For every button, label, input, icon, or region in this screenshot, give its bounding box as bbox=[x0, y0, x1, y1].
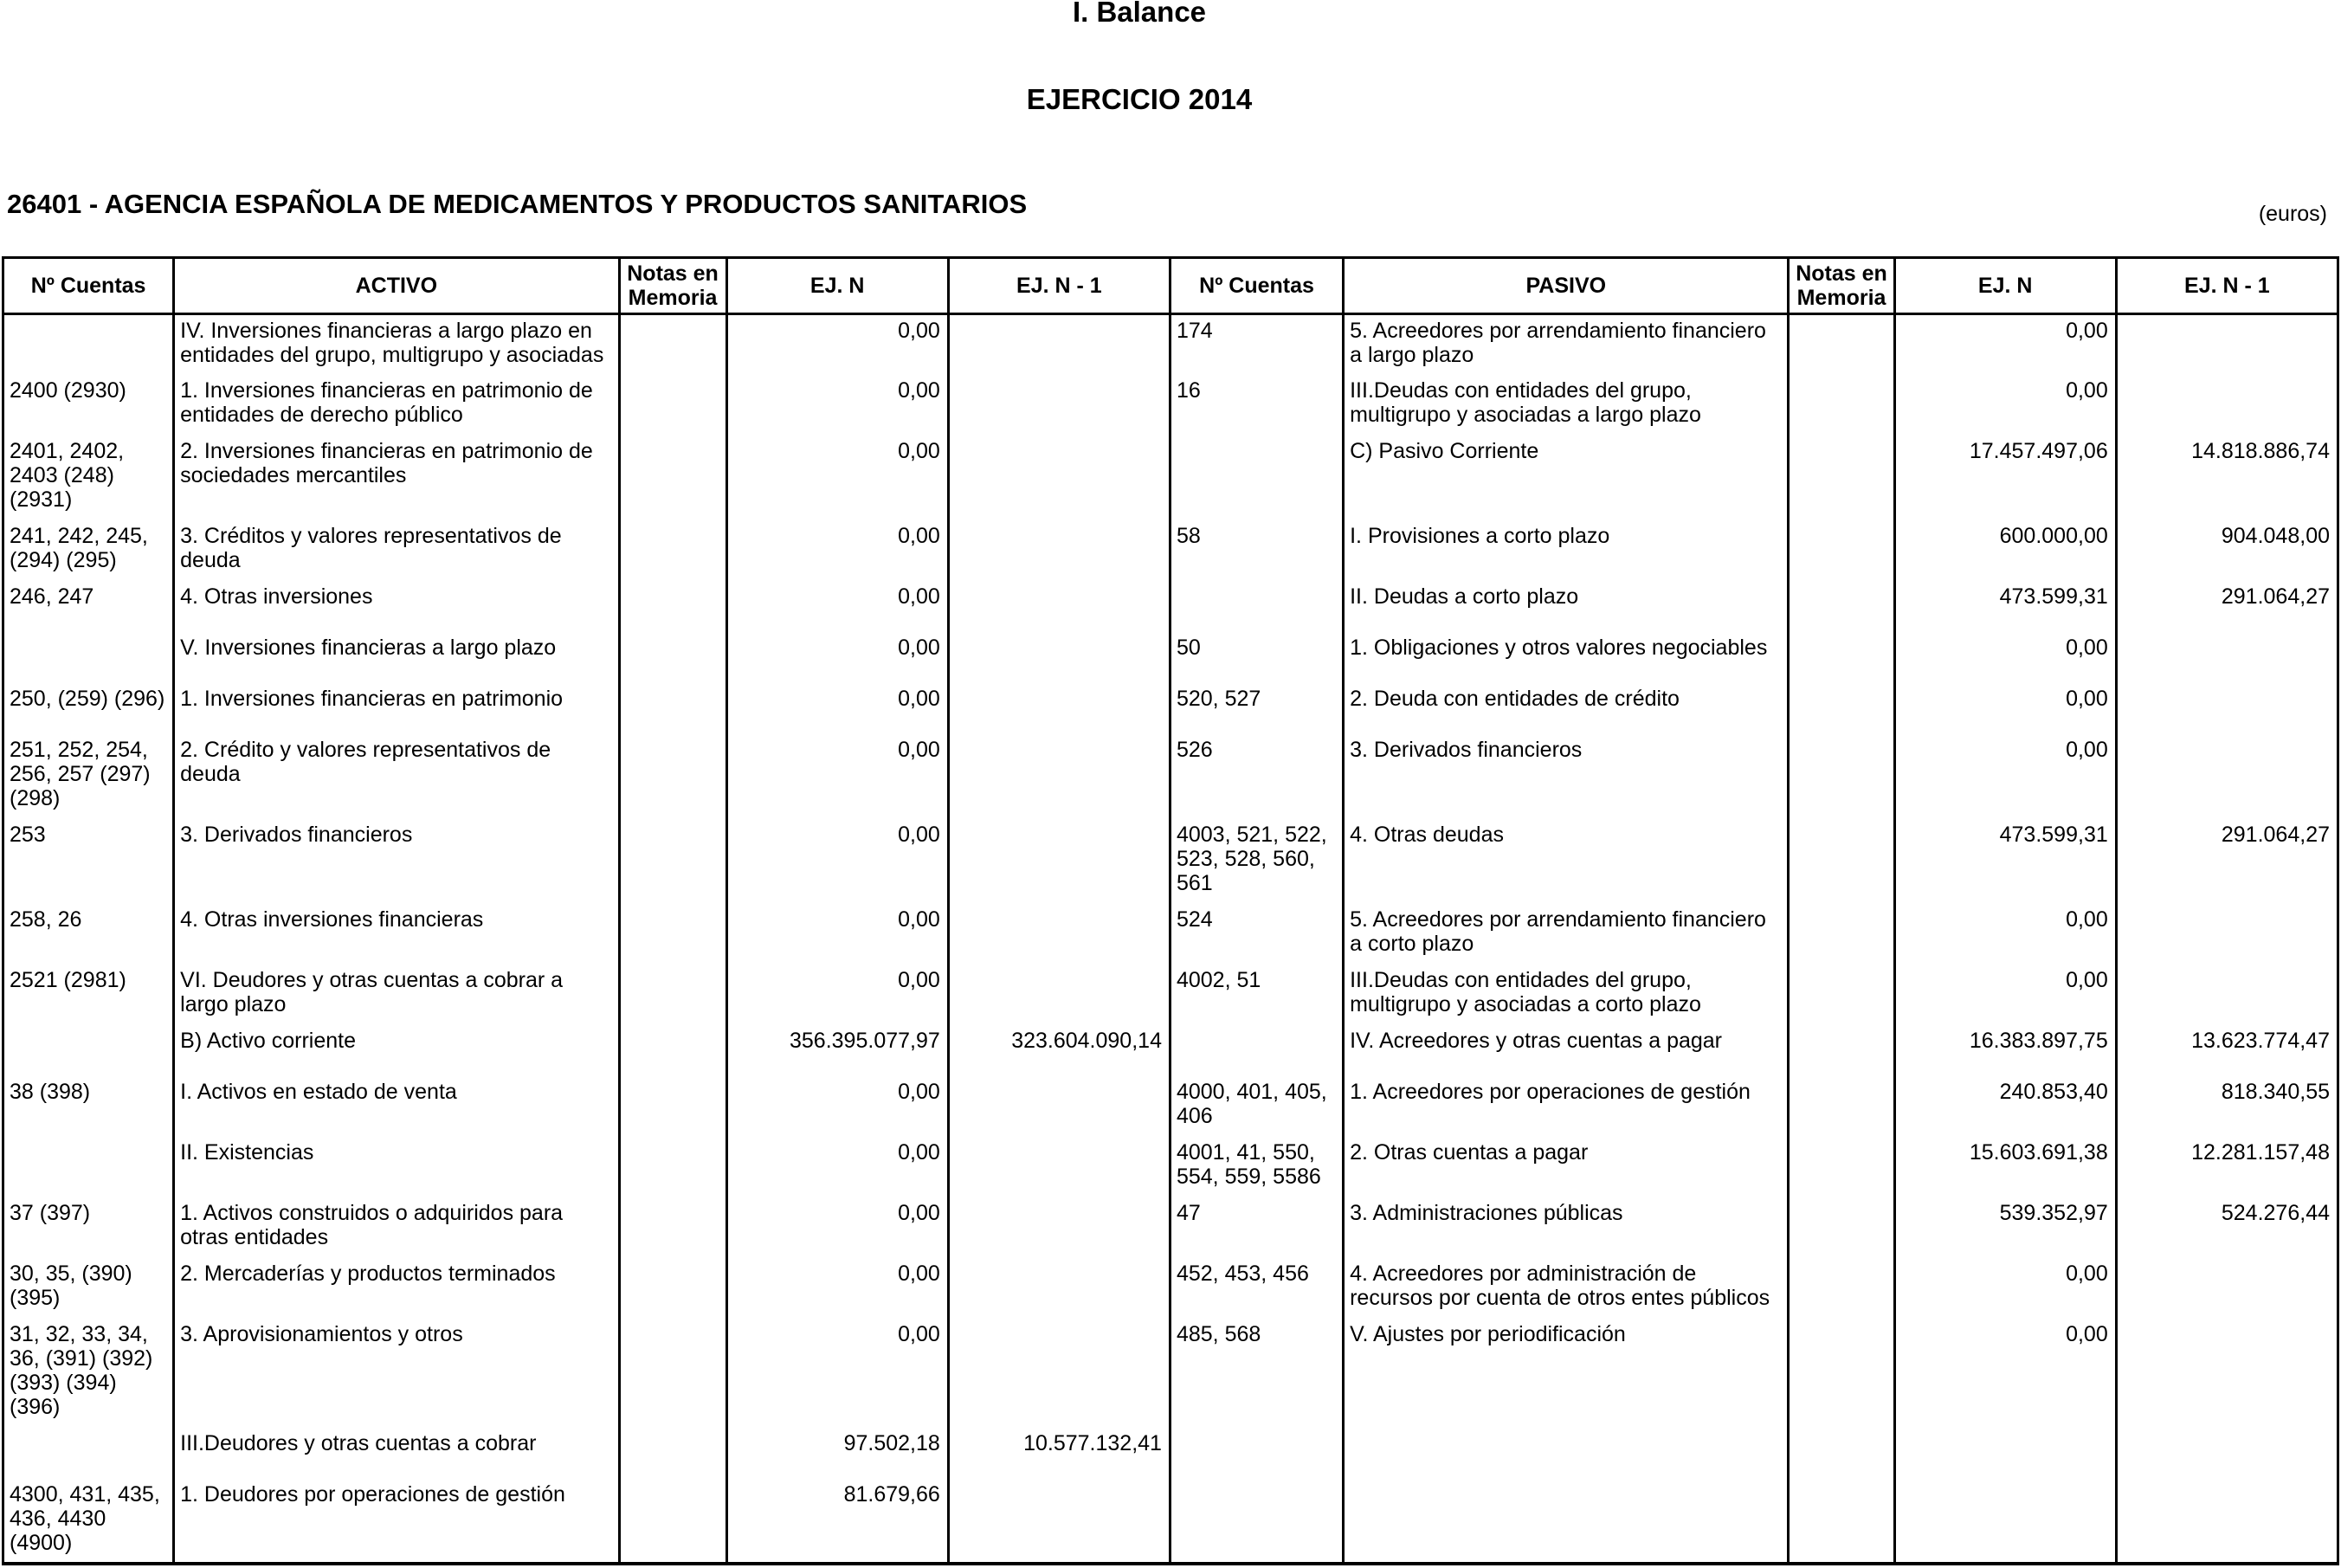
notas-activo-cell bbox=[619, 965, 726, 1025]
notas-pasivo-cell bbox=[1789, 581, 1894, 632]
table-row bbox=[3, 904, 2338, 965]
pasivo-ej-n-cell: 0,00 bbox=[1894, 734, 2116, 819]
activo-concept-cell: III.Deudores y otras cuentas a cobrar bbox=[174, 1428, 619, 1479]
cuentas-activo-cell bbox=[3, 314, 174, 375]
activo-ej-n1-cell: 10.577.132,41 bbox=[948, 1428, 1170, 1479]
activo-concept-cell: 4. Otras inversiones bbox=[174, 581, 619, 632]
cuentas-pasivo-cell: 47 bbox=[1170, 1197, 1343, 1258]
pasivo-ej-n1-cell: 13.623.774,47 bbox=[2116, 1025, 2338, 1076]
pasivo-concept-cell: 3. Administraciones públicas bbox=[1344, 1197, 1789, 1258]
activo-concept-cell: 1. Inversiones financieras en patrimonio bbox=[174, 683, 619, 734]
header-activo: ACTIVO bbox=[174, 258, 619, 314]
activo-concept-cell: V. Inversiones financieras a largo plazo bbox=[174, 632, 619, 683]
table-row bbox=[3, 1319, 2338, 1428]
activo-concept-cell: 3. Aprovisionamientos y otros bbox=[174, 1319, 619, 1428]
cuentas-activo-cell: 251, 252, 254, 256, 257 (297) (298) bbox=[3, 734, 174, 819]
table-row bbox=[3, 375, 2338, 436]
cuentas-activo-cell: 241, 242, 245, (294) (295) bbox=[3, 520, 174, 581]
cuentas-pasivo-cell bbox=[1170, 1479, 1343, 1564]
table-row bbox=[3, 965, 2338, 1025]
activo-concept-cell: 4. Otras inversiones financieras bbox=[174, 904, 619, 965]
table-row bbox=[3, 734, 2338, 819]
pasivo-concept-cell: 3. Derivados financieros bbox=[1344, 734, 1789, 819]
notas-activo-cell bbox=[619, 1025, 726, 1076]
notas-pasivo-cell bbox=[1789, 904, 1894, 965]
cuentas-activo-cell: 246, 247 bbox=[3, 581, 174, 632]
cuentas-pasivo-cell: 485, 568 bbox=[1170, 1319, 1343, 1428]
header-notas-activo: Notas en Memoria bbox=[619, 258, 726, 314]
activo-concept-cell: 1. Inversiones financieras en patrimonio de entidades de derecho público bbox=[174, 375, 619, 436]
cuentas-pasivo-cell: 4000, 401, 405, 406 bbox=[1170, 1076, 1343, 1137]
pasivo-ej-n1-cell bbox=[2116, 965, 2338, 1025]
header-ej-n1-activo: EJ. N - 1 bbox=[948, 258, 1170, 314]
header-cuentas-activo: Nº Cuentas bbox=[3, 258, 174, 314]
notas-activo-cell bbox=[619, 1479, 726, 1564]
activo-ej-n1-cell bbox=[948, 1479, 1170, 1564]
cuentas-activo-cell: 253 bbox=[3, 819, 174, 904]
header-cuentas-pasivo: Nº Cuentas bbox=[1170, 258, 1343, 314]
notas-activo-cell bbox=[619, 314, 726, 375]
notas-activo-cell bbox=[619, 375, 726, 436]
activo-ej-n-cell: 0,00 bbox=[726, 1258, 948, 1319]
table-row bbox=[3, 581, 2338, 632]
cuentas-activo-cell bbox=[3, 632, 174, 683]
pasivo-ej-n-cell bbox=[1894, 1479, 2116, 1564]
activo-ej-n-cell: 0,00 bbox=[726, 314, 948, 375]
cuentas-pasivo-cell bbox=[1170, 1428, 1343, 1479]
table-row bbox=[3, 314, 2338, 375]
activo-concept-cell: II. Existencias bbox=[174, 1137, 619, 1197]
activo-ej-n-cell: 0,00 bbox=[726, 1319, 948, 1428]
pasivo-ej-n1-cell: 904.048,00 bbox=[2116, 520, 2338, 581]
cuentas-activo-cell bbox=[3, 1137, 174, 1197]
cuentas-activo-cell: 30, 35, (390) (395) bbox=[3, 1258, 174, 1319]
pasivo-ej-n-cell: 15.603.691,38 bbox=[1894, 1137, 2116, 1197]
activo-ej-n1-cell bbox=[948, 1319, 1170, 1428]
activo-concept-cell: VI. Deudores y otras cuentas a cobrar a largo plazo bbox=[174, 965, 619, 1025]
activo-ej-n1-cell bbox=[948, 314, 1170, 375]
pasivo-ej-n1-cell bbox=[2116, 632, 2338, 683]
cuentas-pasivo-cell: 526 bbox=[1170, 734, 1343, 819]
notas-pasivo-cell bbox=[1789, 520, 1894, 581]
pasivo-concept-cell: 2. Deuda con entidades de crédito bbox=[1344, 683, 1789, 734]
notas-pasivo-cell bbox=[1789, 819, 1894, 904]
pasivo-ej-n-cell: 539.352,97 bbox=[1894, 1197, 2116, 1258]
pasivo-concept-cell: C) Pasivo Corriente bbox=[1344, 436, 1789, 520]
pasivo-ej-n1-cell: 524.276,44 bbox=[2116, 1197, 2338, 1258]
cuentas-pasivo-cell bbox=[1170, 581, 1343, 632]
activo-ej-n1-cell bbox=[948, 632, 1170, 683]
notas-activo-cell bbox=[619, 436, 726, 520]
notas-pasivo-cell bbox=[1789, 734, 1894, 819]
pasivo-concept-cell bbox=[1344, 1428, 1789, 1479]
activo-concept-cell: 2. Mercaderías y productos terminados bbox=[174, 1258, 619, 1319]
pasivo-concept-cell: V. Ajustes por periodificación bbox=[1344, 1319, 1789, 1428]
activo-ej-n1-cell bbox=[948, 520, 1170, 581]
pasivo-ej-n-cell: 0,00 bbox=[1894, 314, 2116, 375]
activo-ej-n1-cell: 323.604.090,14 bbox=[948, 1025, 1170, 1076]
pasivo-ej-n1-cell bbox=[2116, 904, 2338, 965]
pasivo-concept-cell: 1. Obligaciones y otros valores negociables bbox=[1344, 632, 1789, 683]
pasivo-concept-cell: 1. Acreedores por operaciones de gestión bbox=[1344, 1076, 1789, 1137]
pasivo-ej-n-cell: 0,00 bbox=[1894, 965, 2116, 1025]
activo-ej-n-cell: 0,00 bbox=[726, 1197, 948, 1258]
table-row bbox=[3, 1197, 2338, 1258]
notas-activo-cell bbox=[619, 683, 726, 734]
notas-pasivo-cell bbox=[1789, 1076, 1894, 1137]
pasivo-ej-n-cell: 0,00 bbox=[1894, 1258, 2116, 1319]
notas-pasivo-cell bbox=[1789, 1025, 1894, 1076]
notas-pasivo-cell bbox=[1789, 1258, 1894, 1319]
pasivo-ej-n-cell: 0,00 bbox=[1894, 632, 2116, 683]
cuentas-pasivo-cell: 452, 453, 456 bbox=[1170, 1258, 1343, 1319]
header-pasivo: PASIVO bbox=[1344, 258, 1789, 314]
pasivo-concept-cell: IV. Acreedores y otras cuentas a pagar bbox=[1344, 1025, 1789, 1076]
notas-activo-cell bbox=[619, 1319, 726, 1428]
cuentas-activo-cell: 38 (398) bbox=[3, 1076, 174, 1137]
pasivo-ej-n-cell: 0,00 bbox=[1894, 375, 2116, 436]
activo-ej-n-cell: 0,00 bbox=[726, 819, 948, 904]
pasivo-ej-n1-cell: 291.064,27 bbox=[2116, 581, 2338, 632]
pasivo-concept-cell: II. Deudas a corto plazo bbox=[1344, 581, 1789, 632]
pasivo-ej-n-cell: 0,00 bbox=[1894, 904, 2116, 965]
cuentas-pasivo-cell: 50 bbox=[1170, 632, 1343, 683]
header-ej-n1-pasivo: EJ. N - 1 bbox=[2116, 258, 2338, 314]
notas-activo-cell bbox=[619, 819, 726, 904]
activo-ej-n-cell: 0,00 bbox=[726, 965, 948, 1025]
table-row bbox=[3, 683, 2338, 734]
table-row bbox=[3, 520, 2338, 581]
pasivo-concept-cell: I. Provisiones a corto plazo bbox=[1344, 520, 1789, 581]
activo-concept-cell: B) Activo corriente bbox=[174, 1025, 619, 1076]
notas-pasivo-cell bbox=[1789, 683, 1894, 734]
activo-ej-n-cell: 0,00 bbox=[726, 581, 948, 632]
activo-concept-cell: 3. Derivados financieros bbox=[174, 819, 619, 904]
cuentas-activo-cell: 258, 26 bbox=[3, 904, 174, 965]
cuentas-activo-cell: 2521 (2981) bbox=[3, 965, 174, 1025]
notas-pasivo-cell bbox=[1789, 314, 1894, 375]
activo-ej-n-cell: 0,00 bbox=[726, 1137, 948, 1197]
notas-pasivo-cell bbox=[1789, 1479, 1894, 1564]
activo-ej-n-cell: 0,00 bbox=[726, 436, 948, 520]
header-ej-n-pasivo: EJ. N bbox=[1894, 258, 2116, 314]
pasivo-ej-n1-cell: 12.281.157,48 bbox=[2116, 1137, 2338, 1197]
activo-ej-n1-cell bbox=[948, 1197, 1170, 1258]
cuentas-activo-cell: 2401, 2402, 2403 (248) (2931) bbox=[3, 436, 174, 520]
pasivo-ej-n-cell bbox=[1894, 1428, 2116, 1479]
pasivo-concept-cell: III.Deudas con entidades del grupo, multigrupo y asociadas a largo plazo bbox=[1344, 375, 1789, 436]
cuentas-activo-cell: 250, (259) (296) bbox=[3, 683, 174, 734]
cuentas-pasivo-cell: 16 bbox=[1170, 375, 1343, 436]
cuentas-pasivo-cell: 4002, 51 bbox=[1170, 965, 1343, 1025]
activo-concept-cell: I. Activos en estado de venta bbox=[174, 1076, 619, 1137]
pasivo-ej-n1-cell bbox=[2116, 314, 2338, 375]
pasivo-concept-cell: 4. Acreedores por administración de recursos por cuenta de otros entes públicos bbox=[1344, 1258, 1789, 1319]
notas-activo-cell bbox=[619, 520, 726, 581]
cuentas-pasivo-cell: 520, 527 bbox=[1170, 683, 1343, 734]
pasivo-ej-n1-cell bbox=[2116, 1479, 2338, 1564]
notas-pasivo-cell bbox=[1789, 1319, 1894, 1428]
activo-ej-n-cell: 0,00 bbox=[726, 520, 948, 581]
pasivo-ej-n-cell: 240.853,40 bbox=[1894, 1076, 2116, 1137]
activo-ej-n1-cell bbox=[948, 904, 1170, 965]
notas-activo-cell bbox=[619, 904, 726, 965]
year-heading: EJERCICIO 2014 bbox=[1026, 83, 1253, 115]
activo-ej-n1-cell bbox=[948, 683, 1170, 734]
table-row bbox=[3, 1076, 2338, 1137]
notas-activo-cell bbox=[619, 734, 726, 819]
notas-pasivo-cell bbox=[1789, 1428, 1894, 1479]
cuentas-pasivo-cell: 174 bbox=[1170, 314, 1343, 375]
cuentas-pasivo-cell: 524 bbox=[1170, 904, 1343, 965]
document-title: I. Balance bbox=[1072, 0, 1207, 28]
table-row bbox=[3, 819, 2338, 904]
notas-pasivo-cell bbox=[1789, 436, 1894, 520]
cuentas-activo-cell: 4300, 431, 435, 436, 4430 (4900) bbox=[3, 1479, 174, 1564]
pasivo-ej-n-cell: 600.000,00 bbox=[1894, 520, 2116, 581]
cuentas-activo-cell: 2400 (2930) bbox=[3, 375, 174, 436]
activo-concept-cell: 2. Inversiones financieras en patrimonio de sociedades mercantiles bbox=[174, 436, 619, 520]
activo-ej-n1-cell bbox=[948, 965, 1170, 1025]
notas-activo-cell bbox=[619, 1137, 726, 1197]
activo-ej-n1-cell bbox=[948, 1076, 1170, 1137]
notas-activo-cell bbox=[619, 1258, 726, 1319]
pasivo-ej-n-cell: 16.383.897,75 bbox=[1894, 1025, 2116, 1076]
activo-ej-n-cell: 0,00 bbox=[726, 904, 948, 965]
activo-concept-cell: IV. Inversiones financieras a largo plazo en entidades del grupo, multigrupo y asociadas bbox=[174, 314, 619, 375]
pasivo-ej-n1-cell bbox=[2116, 734, 2338, 819]
cuentas-activo-cell: 31, 32, 33, 34, 36, (391) (392) (393) (394) (396) bbox=[3, 1319, 174, 1428]
cuentas-pasivo-cell: 58 bbox=[1170, 520, 1343, 581]
activo-ej-n-cell: 356.395.077,97 bbox=[726, 1025, 948, 1076]
activo-ej-n-cell: 0,00 bbox=[726, 1076, 948, 1137]
units-label: (euros) bbox=[2258, 202, 2327, 226]
table-row bbox=[3, 1258, 2338, 1319]
cuentas-activo-cell: 37 (397) bbox=[3, 1197, 174, 1258]
activo-ej-n-cell: 0,00 bbox=[726, 734, 948, 819]
pasivo-ej-n-cell: 17.457.497,06 bbox=[1894, 436, 2116, 520]
pasivo-ej-n1-cell: 818.340,55 bbox=[2116, 1076, 2338, 1137]
activo-ej-n1-cell bbox=[948, 375, 1170, 436]
notas-activo-cell bbox=[619, 632, 726, 683]
notas-activo-cell bbox=[619, 581, 726, 632]
activo-ej-n1-cell bbox=[948, 819, 1170, 904]
pasivo-ej-n1-cell bbox=[2116, 1428, 2338, 1479]
notas-pasivo-cell bbox=[1789, 1137, 1894, 1197]
notas-activo-cell bbox=[619, 1428, 726, 1479]
pasivo-ej-n1-cell: 291.064,27 bbox=[2116, 819, 2338, 904]
pasivo-ej-n1-cell bbox=[2116, 1319, 2338, 1428]
header-notas-pasivo: Notas en Memoria bbox=[1789, 258, 1894, 314]
activo-concept-cell: 3. Créditos y valores representativos de deuda bbox=[174, 520, 619, 581]
table-row bbox=[3, 436, 2338, 520]
pasivo-ej-n1-cell bbox=[2116, 683, 2338, 734]
activo-ej-n1-cell bbox=[948, 581, 1170, 632]
activo-concept-cell: 1. Deudores por operaciones de gestión bbox=[174, 1479, 619, 1564]
activo-ej-n-cell: 81.679,66 bbox=[726, 1479, 948, 1564]
cuentas-pasivo-cell: 4001, 41, 550, 554, 559, 5586 bbox=[1170, 1137, 1343, 1197]
pasivo-concept-cell: III.Deudas con entidades del grupo, multigrupo y asociadas a corto plazo bbox=[1344, 965, 1789, 1025]
activo-ej-n1-cell bbox=[948, 734, 1170, 819]
notas-pasivo-cell bbox=[1789, 965, 1894, 1025]
pasivo-concept-cell: 5. Acreedores por arrendamiento financiero a largo plazo bbox=[1344, 314, 1789, 375]
pasivo-ej-n-cell: 473.599,31 bbox=[1894, 581, 2116, 632]
activo-ej-n1-cell bbox=[948, 1137, 1170, 1197]
activo-ej-n1-cell bbox=[948, 436, 1170, 520]
cuentas-activo-cell bbox=[3, 1025, 174, 1076]
table-row bbox=[3, 1479, 2338, 1564]
cuentas-pasivo-cell bbox=[1170, 1025, 1343, 1076]
table-row bbox=[3, 1025, 2338, 1076]
pasivo-concept-cell: 5. Acreedores por arrendamiento financiero a corto plazo bbox=[1344, 904, 1789, 965]
notas-pasivo-cell bbox=[1789, 1197, 1894, 1258]
table-row bbox=[3, 1428, 2338, 1479]
notas-activo-cell bbox=[619, 1197, 726, 1258]
activo-ej-n1-cell bbox=[948, 1258, 1170, 1319]
notas-activo-cell bbox=[619, 1076, 726, 1137]
balance-table bbox=[2, 256, 2339, 1565]
pasivo-concept-cell: 4. Otras deudas bbox=[1344, 819, 1789, 904]
activo-ej-n-cell: 0,00 bbox=[726, 375, 948, 436]
cuentas-activo-cell bbox=[3, 1428, 174, 1479]
pasivo-ej-n-cell: 0,00 bbox=[1894, 683, 2116, 734]
pasivo-ej-n-cell: 0,00 bbox=[1894, 1319, 2116, 1428]
header-row bbox=[3, 258, 2338, 314]
activo-concept-cell: 1. Activos construidos o adquiridos para otras entidades bbox=[174, 1197, 619, 1258]
notas-pasivo-cell bbox=[1789, 375, 1894, 436]
cuentas-pasivo-cell: 4003, 521, 522, 523, 528, 560, 561 bbox=[1170, 819, 1343, 904]
pasivo-ej-n1-cell: 14.818.886,74 bbox=[2116, 436, 2338, 520]
entity-name: 26401 - AGENCIA ESPAÑOLA DE MEDICAMENTOS Y PRODUCTOS SANITARIOS bbox=[7, 189, 1028, 219]
pasivo-concept-cell bbox=[1344, 1479, 1789, 1564]
cuentas-pasivo-cell bbox=[1170, 436, 1343, 520]
activo-ej-n-cell: 97.502,18 bbox=[726, 1428, 948, 1479]
notas-pasivo-cell bbox=[1789, 632, 1894, 683]
header-ej-n-activo: EJ. N bbox=[726, 258, 948, 314]
table-row bbox=[3, 1137, 2338, 1197]
table-row bbox=[3, 632, 2338, 683]
pasivo-ej-n1-cell bbox=[2116, 1258, 2338, 1319]
pasivo-concept-cell: 2. Otras cuentas a pagar bbox=[1344, 1137, 1789, 1197]
activo-ej-n-cell: 0,00 bbox=[726, 632, 948, 683]
activo-concept-cell: 2. Crédito y valores representativos de deuda bbox=[174, 734, 619, 819]
pasivo-ej-n-cell: 473.599,31 bbox=[1894, 819, 2116, 904]
pasivo-ej-n1-cell bbox=[2116, 375, 2338, 436]
activo-ej-n-cell: 0,00 bbox=[726, 683, 948, 734]
